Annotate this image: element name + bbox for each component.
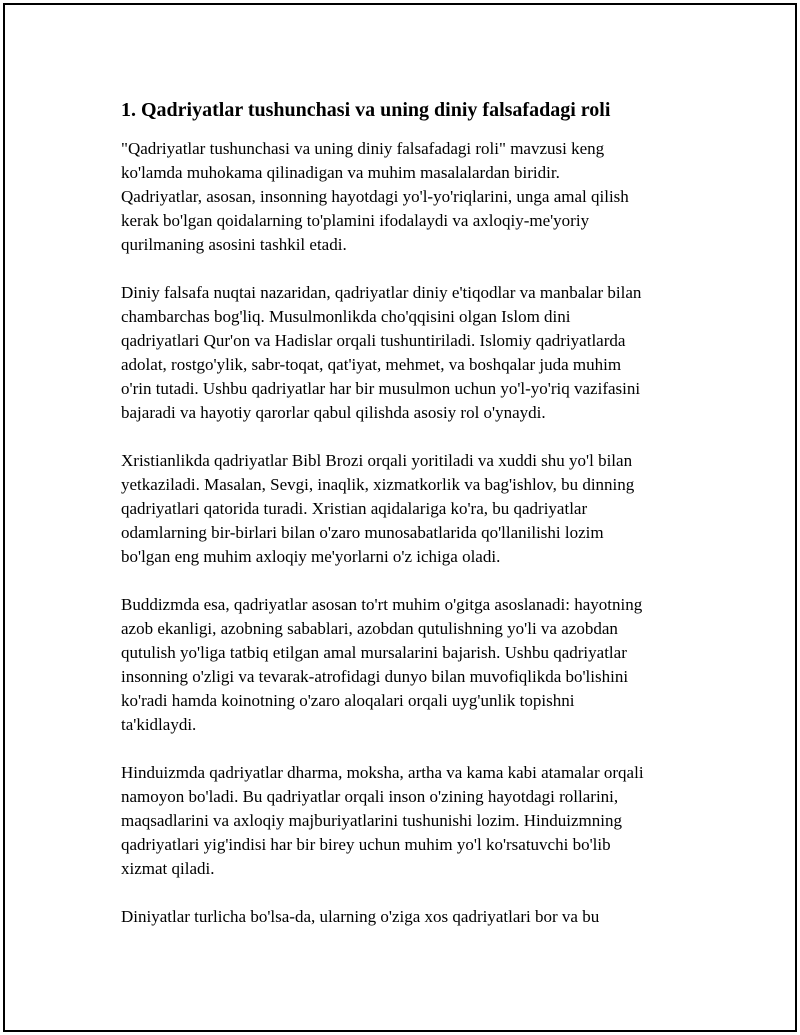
text-line: Diniyatlar turlicha bo'lsa-da, ularning o'ziga xos qadriyatlari bor va bu — [121, 907, 600, 926]
text-line: Xristianlikda qadriyatlar Bibl Brozi orqali yoritiladi va xuddi shu yo'l bilan — [121, 451, 633, 470]
page-frame — [3, 3, 797, 1032]
text-line: Diniy falsafa nuqtai nazaridan, qadriyatlar diniy e'tiqodlar va manbalar bilan — [121, 283, 642, 302]
text-line: Buddizmda esa, qadriyatlar asosan to'rt muhim o'gitga asoslanadi: hayotning — [121, 595, 643, 614]
text-line: Qadriyatlar, asosan, insonning hayotdagi yo'l-yo'riqlarini, unga amal qilish — [121, 187, 629, 206]
paragraph-buddhism — [121, 593, 691, 737]
text-line: adolat, rostgo'ylik, sabr-toqat, qat'iyat, mehmet, va boshqalar juda muhim — [121, 355, 622, 374]
text-line: xizmat qiladi. — [121, 859, 215, 878]
text-line: insonning o'zligi va tevarak-atrofidagi dunyo bilan muvofiqlikda bo'lishini — [121, 667, 629, 686]
text-line: bo'lgan eng muhim axloqiy me'yorlarni o'z ichiga oladi. — [121, 547, 501, 566]
text-line: qutulish yo'liga tatbiq etilgan amal mursalarini bajarish. Ushbu qadriyatlar — [121, 643, 627, 662]
text-line: kerak bo'lgan qoidalarning to'plamini ifodalaydi va axloqiy-me'yoriy — [121, 211, 590, 230]
paragraph-hinduism — [121, 761, 691, 881]
text-line: "Qadriyatlar tushunchasi va uning diniy falsafadagi roli" mavzusi keng — [121, 139, 605, 158]
text-line: maqsadlarini va axloqiy majburiyatlarini tushunishi lozim. Hinduizmning — [121, 811, 622, 830]
paragraph-christianity — [121, 449, 691, 569]
text-line: odamlarning bir-birlari bilan o'zaro munosabatlarida qo'llanilishi lozim — [121, 523, 604, 542]
paragraph-intro — [121, 137, 691, 257]
text-line: ko'radi hamda koinotning o'zaro aloqalari orqali uyg'unlik topishni — [121, 691, 575, 710]
text-line: namoyon bo'ladi. Bu qadriyatlar orqali inson o'zining hayotdagi rollarini, — [121, 787, 619, 806]
section-heading: 1. Qadriyatlar tushunchasi va uning diniy falsafadagi roli — [121, 99, 611, 121]
text-line: chambarchas bog'liq. Musulmonlikda cho'qqisini olgan Islom dini — [121, 307, 571, 326]
paragraph-islam — [121, 281, 691, 425]
text-line: qurilmaning asosini tashkil etadi. — [121, 235, 347, 254]
paragraph-conclusion — [121, 905, 691, 929]
document-body — [121, 97, 691, 953]
text-line: Hinduizmda qadriyatlar dharma, moksha, artha va kama kabi atamalar orqali — [121, 763, 644, 782]
text-line: qadriyatlari yig'indisi har bir birey uchun muhim yo'l ko'rsatuvchi bo'lib — [121, 835, 611, 854]
text-line: azob ekanligi, azobning sabablari, azobdan qutulishning yo'li va azobdan — [121, 619, 618, 638]
text-line: qadriyatlari qatorida turadi. Xristian aqidalariga ko'ra, bu qadriyatlar — [121, 499, 588, 518]
text-line: bajaradi va hayotiy qarorlar qabul qilishda asosiy rol o'ynaydi. — [121, 403, 546, 422]
text-line: qadriyatlari Qur'on va Hadislar orqali tushuntiriladi. Islomiy qadriyatlarda — [121, 331, 626, 350]
text-line: o'rin tutadi. Ushbu qadriyatlar har bir musulmon uchun yo'l-yo'riq vazifasini — [121, 379, 641, 398]
text-line: ta'kidlaydi. — [121, 715, 197, 734]
text-line: ko'lamda muhokama qilinadigan va muhim masalalardan biridir. — [121, 163, 560, 182]
text-line: yetkaziladi. Masalan, Sevgi, inaqlik, xizmatkorlik va bag'ishlov, bu dinning — [121, 475, 635, 494]
